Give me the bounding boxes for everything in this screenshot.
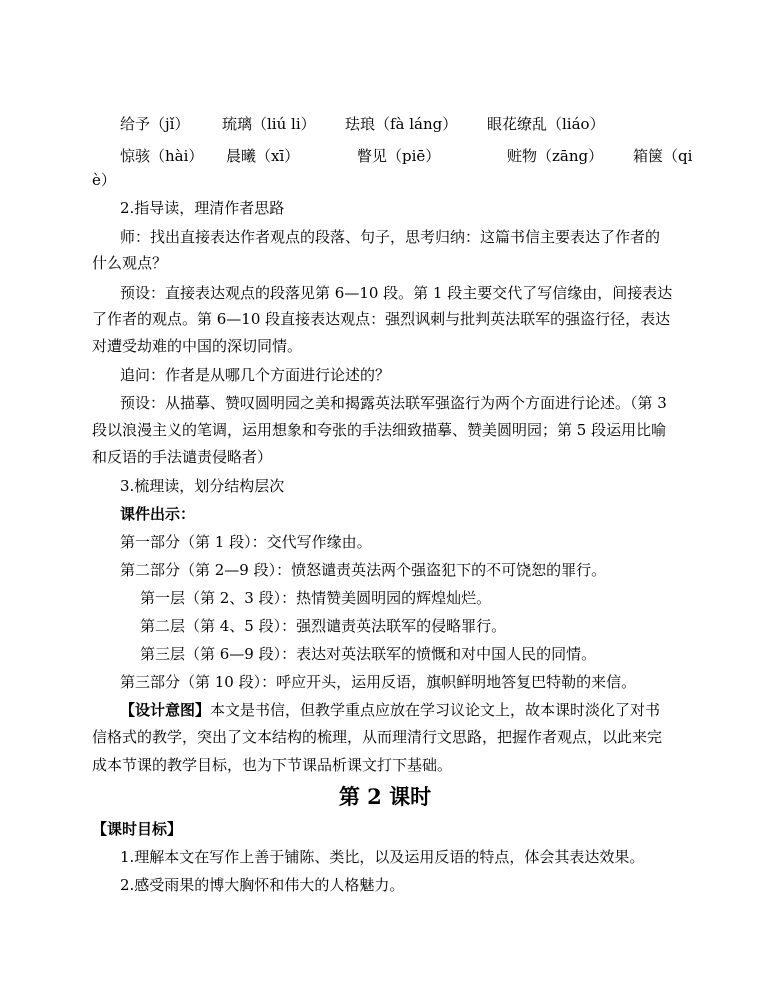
lesson-2-title: 第 2 课时 xyxy=(338,784,432,809)
structure-part-2: 第二部分（第 2—9 段）：愤怒谴责英法两个强盗犯下的不可饶恕的罪行。 xyxy=(120,561,607,579)
preset-1-line-3: 对遭受劫难的中国的深切同情。 xyxy=(92,337,303,355)
vocab-item: 给予（jǐ） xyxy=(120,115,190,133)
vocab-item: 赃物（zāng） xyxy=(507,147,604,165)
design-intent-line-2: 信格式的教学，突出了文本结构的梳理，从而理清行文思路，把握作者观点，以此来完 xyxy=(92,728,663,746)
structure-part-1: 第一部分（第 1 段）：交代写作缘由。 xyxy=(120,533,372,551)
follow-up-question: 追问：作者是从哪几个方面进行论述的？ xyxy=(120,366,391,384)
structure-layer-1: 第一层（第 2、3 段）：热情赞美圆明园的辉煌灿烂。 xyxy=(140,589,492,607)
design-intent-text: 本文是书信，但教学重点应放在学习议论文上，故本课时淡化了对书 xyxy=(210,701,661,719)
structure-layer-3: 第三层（第 6—9 段）：表达对英法联军的愤慨和对中国人民的同情。 xyxy=(140,645,597,663)
vocab-item: 晨曦（xī） xyxy=(226,147,300,165)
objectives-label: 【课时目标】 xyxy=(92,820,183,838)
vocab-row-2-wrap: è） xyxy=(92,171,116,189)
teacher-question-line-1: 师：找出直接表达作者观点的段落、句子，思考归纳：这篇书信主要表达了作者的 xyxy=(120,228,661,246)
structure-part-3: 第三部分（第 10 段）：呼应开头，运用反语，旗帜鲜明地答复巴特勒的来信。 xyxy=(120,673,637,691)
vocab-item: 箱箧（qi xyxy=(633,147,693,165)
structure-layer-2: 第二层（第 4、5 段）：强烈谴责英法联军的侵略罪行。 xyxy=(140,617,507,635)
design-intent-label: 【设计意图】 xyxy=(120,701,211,719)
preset-2-line-3: 和反语的手法谴责侵略者） xyxy=(92,448,273,466)
design-intent-line-1 xyxy=(120,700,660,720)
preset-2-line-2: 段以浪漫主义的笔调，运用想象和夸张的手法细致描摹、赞美圆明园；第 5 段运用比喻 xyxy=(92,421,667,439)
vocab-item: 瞥见（piē） xyxy=(357,147,441,165)
vocab-item: 珐琅（fà láng） xyxy=(345,115,458,133)
vocab-item: 惊骇（hài） xyxy=(120,147,204,165)
design-intent-line-3: 成本节课的教学目标，也为下节课品析课文打下基础。 xyxy=(92,756,453,774)
objective-2: 2.感受雨果的博大胸怀和伟大的人格魅力。 xyxy=(120,876,405,894)
preset-2-line-1: 预设：从描摹、赞叹圆明园之美和揭露英法联军强盗行为两个方面进行论述。（第 3 xyxy=(120,394,667,412)
preset-1-line-1: 预设：直接表达观点的段落见第 6—10 段。第 1 段主要交代了写信缘由，间接表达 xyxy=(120,284,673,302)
courseware-label: 课件出示： xyxy=(120,505,196,523)
vocab-item: 眼花缭乱（liáo） xyxy=(487,115,605,133)
vocab-item: 琉璃（liú li） xyxy=(222,115,316,133)
teacher-question-line-2: 什么观点？ xyxy=(92,254,168,272)
objective-1: 1.理解本文在写作上善于铺陈、类比，以及运用反语的特点，体会其表达效果。 xyxy=(120,848,645,866)
preset-1-line-2: 了作者的观点。第 6—10 段直接表达观点：强烈讽刺与批判英法联军的强盗行径，表达 xyxy=(92,310,671,328)
step-2-title: 2.指导读，理清作者思路 xyxy=(120,199,285,217)
step-3-title: 3.梳理读，划分结构层次 xyxy=(120,477,285,495)
